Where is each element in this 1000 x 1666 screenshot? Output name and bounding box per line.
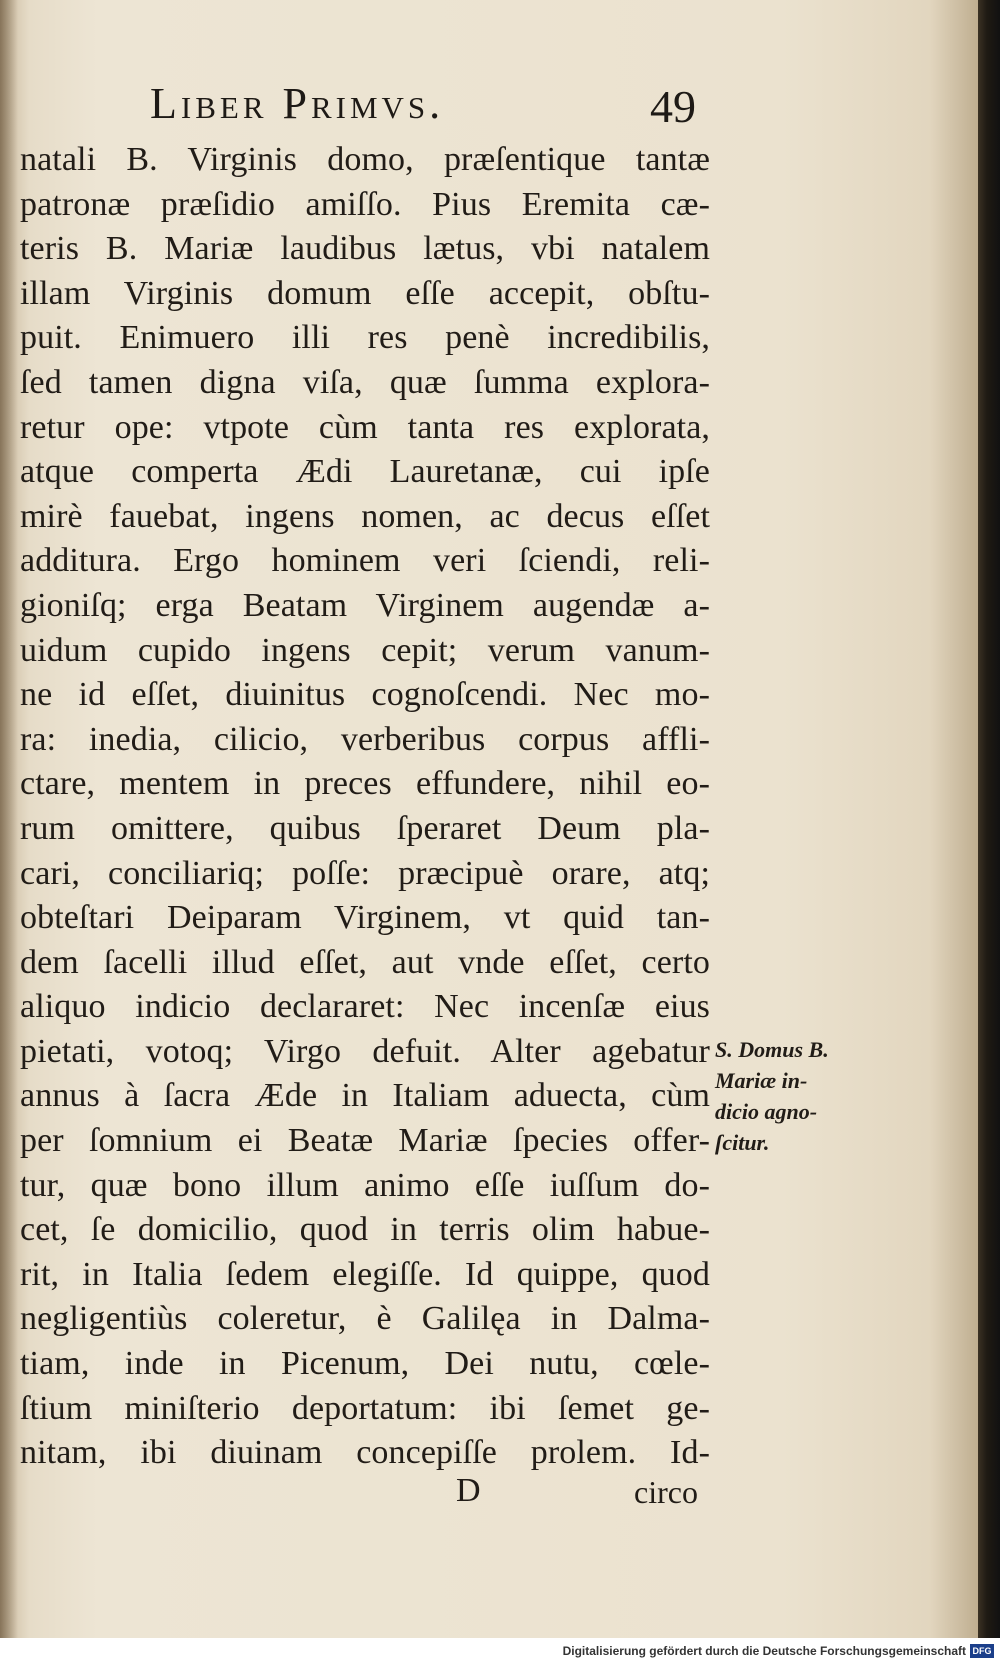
text-line: additura. Ergo hominem veri ſciendi, reli- bbox=[20, 542, 710, 580]
page-number: 49 bbox=[650, 81, 696, 132]
text-line: ſtium miniſterio deportatum: ibi ſemet ge- bbox=[20, 1389, 710, 1427]
text-line: aliquo indicio declararet: Nec incenſæ eius bbox=[20, 988, 710, 1026]
marginal-note-line: S. Domus B. bbox=[715, 1037, 829, 1062]
text-line: mirè fauebat, ingens nomen, ac decus eſſet bbox=[20, 497, 710, 535]
text-line: ſed tamen digna viſa, quæ ſumma explora- bbox=[20, 363, 710, 401]
text-line: nitam, ibi diuinam concepiſſe prolem. Id- bbox=[20, 1434, 710, 1472]
text-line: ne id eſſet, diuinitus cognoſcendi. Nec mo- bbox=[20, 676, 710, 714]
text-line: negligentiùs coleretur, è Galilęa in Dalma- bbox=[20, 1300, 710, 1338]
page-edge bbox=[978, 0, 1000, 1638]
marginal-note bbox=[715, 1034, 875, 1158]
text-line: natali B. Virginis domo, præſentique tantæ bbox=[20, 141, 710, 178]
text-line: teris B. Mariæ laudibus lætus, vbi natalem bbox=[20, 230, 710, 268]
text-line: atque comperta Ædi Lauretanæ, cui ipſe bbox=[20, 453, 710, 491]
text-line: tiam, inde in Picenum, Dei nutu, cœle- bbox=[20, 1345, 710, 1383]
gutter-shadow bbox=[0, 0, 18, 1638]
marginal-note-line: ſcitur. bbox=[715, 1130, 770, 1155]
signature-mark: D bbox=[456, 1472, 481, 1509]
text-line: uidum cupido ingens cepit; verum vanum- bbox=[20, 631, 710, 669]
text-line: dem ſacelli illud eſſet, aut vnde eſſet, certo bbox=[20, 943, 710, 981]
text-line: patronæ præſidio amiſſo. Pius Eremita cæ- bbox=[20, 185, 710, 223]
text-line: illam Virginis domum eſſe accepit, obſtu- bbox=[20, 274, 710, 312]
text-line: gioniſq; erga Beatam Virginem augendæ a- bbox=[20, 586, 710, 624]
text-line: ctare, mentem in preces effundere, nihil eo- bbox=[20, 765, 710, 803]
catchword: circo bbox=[634, 1474, 698, 1510]
text-line: ra: inedia, cilicio, verberibus corpus affli- bbox=[20, 720, 710, 758]
text-line: cet, ſe domicilio, quod in terris olim habue- bbox=[20, 1211, 710, 1249]
running-head: Liber Primvs. bbox=[150, 79, 445, 128]
text-line: obteſtari Deiparam Virginem, vt quid tan- bbox=[20, 899, 710, 937]
text-line: rum omittere, quibus ſperaret Deum pla- bbox=[20, 809, 710, 847]
text-line: cari, conciliariq; poſſe: præcipuè orare, atq; bbox=[20, 854, 710, 892]
text-line: pietati, votoq; Virgo defuit. Alter agebatur bbox=[20, 1032, 710, 1070]
funding-credit: Digitalisierung gefördert durch die Deutsche Forschungsgemeinschaft bbox=[562, 1644, 966, 1658]
text-line: annus à ſacra Æde in Italiam aduecta, cùm bbox=[20, 1077, 710, 1115]
marginal-note-line: Mariæ in- bbox=[715, 1068, 808, 1093]
text-line: per ſomnium ei Beatæ Mariæ ſpecies offer- bbox=[20, 1122, 710, 1160]
dfg-logo: DFG bbox=[970, 1644, 994, 1658]
body-text bbox=[20, 138, 710, 1476]
text-line: puit. Enimuero illi res penè incredibilis, bbox=[20, 319, 710, 357]
text-line: rit, in Italia ſedem elegiſſe. Id quippe, quod bbox=[20, 1255, 710, 1293]
footer-bar bbox=[0, 1638, 1000, 1666]
text-line: tur, quæ bono illum animo eſſe iuſſum do- bbox=[20, 1166, 710, 1204]
text-line: retur ope: vtpote cùm tanta res explorata, bbox=[20, 408, 710, 446]
marginal-note-line: dicio agno- bbox=[715, 1099, 818, 1124]
